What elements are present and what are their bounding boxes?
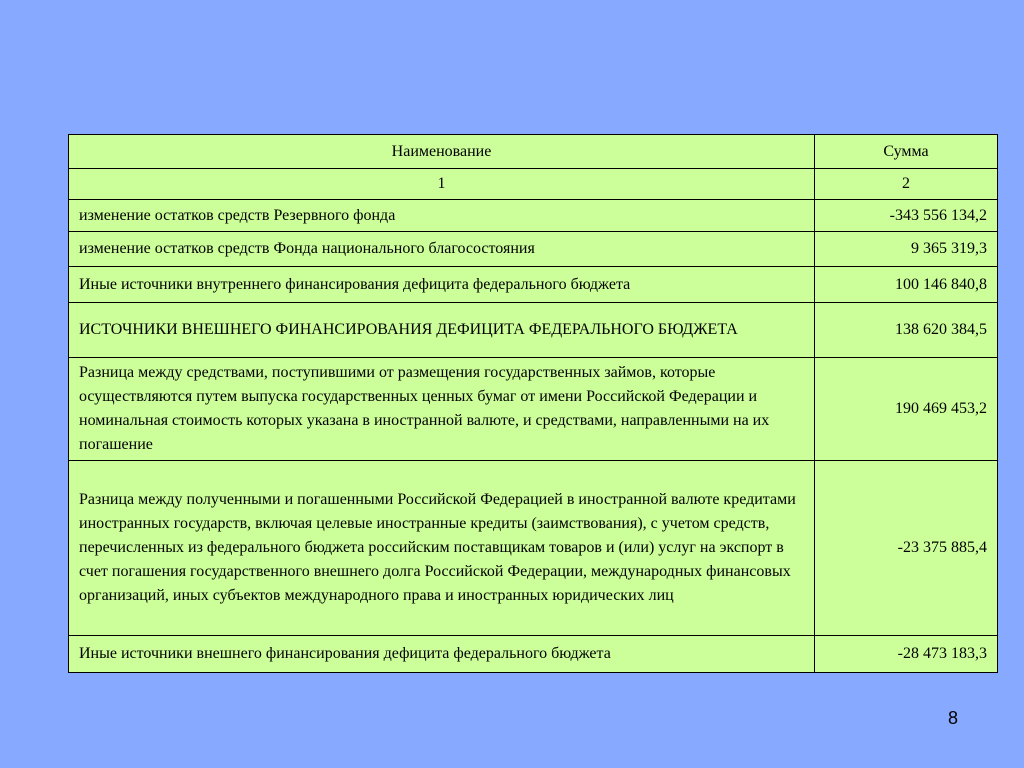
row-name-cell: изменение остатков средств Резервного фонда [69,200,815,232]
table-row [69,303,998,358]
column-index-row [69,169,998,200]
table-row [69,267,998,303]
row-sum-cell: 100 146 840,8 [815,267,998,303]
table-header-row [69,135,998,169]
table-row [69,200,998,232]
column-index-name: 1 [69,169,815,200]
table-row [69,232,998,267]
table-row [69,358,998,461]
row-sum-cell: -28 473 183,3 [815,636,998,673]
row-name-cell: Разница между средствами, поступившими от размещения государственных займов, которые осуществляются путем выпуска государственных ценных бумаг от имени Российской Федерации и номинальная стоимость которых указана в иностранной валюте, и средствами, направленными на их погашение [69,358,815,461]
row-name-cell: Иные источники внутреннего финансирования дефицита федерального бюджета [69,267,815,303]
row-name-cell: изменение остатков средств Фонда национального благосостояния [69,232,815,267]
row-sum-cell: 190 469 453,2 [815,358,998,461]
page-number: 8 [948,708,959,728]
row-sum-cell: -343 556 134,2 [815,200,998,232]
row-sum-cell: 9 365 319,3 [815,232,998,267]
row-sum-cell: 138 620 384,5 [815,303,998,358]
column-header-name: Наименование [69,135,815,169]
column-index-sum: 2 [815,169,998,200]
budget-sources-table [68,134,998,673]
column-header-sum: Сумма [815,135,998,169]
row-name-cell: Иные источники внешнего финансирования дефицита федерального бюджета [69,636,815,673]
table-row [69,461,998,636]
row-name-cell: ИСТОЧНИКИ ВНЕШНЕГО ФИНАНСИРОВАНИЯ ДЕФИЦИТА ФЕДЕРАЛЬНОГО БЮДЖЕТА [69,303,815,358]
table-row [69,636,998,673]
row-sum-cell: -23 375 885,4 [815,461,998,636]
row-name-cell: Разница между полученными и погашенными Российской Федерацией в иностранной валюте кредитами иностранных государств, включая целевые иностранные кредиты (заимствования), с учетом средств, перечисленных из федерального бюджета российским поставщикам товаров и (или) услуг на экспорт в счет погашения государственного внешнего долга Российской Федерации, международных финансовых организаций, иных субъектов международного права и иностранных юридических лиц [69,461,815,636]
budget-sources-table-container [68,134,997,673]
